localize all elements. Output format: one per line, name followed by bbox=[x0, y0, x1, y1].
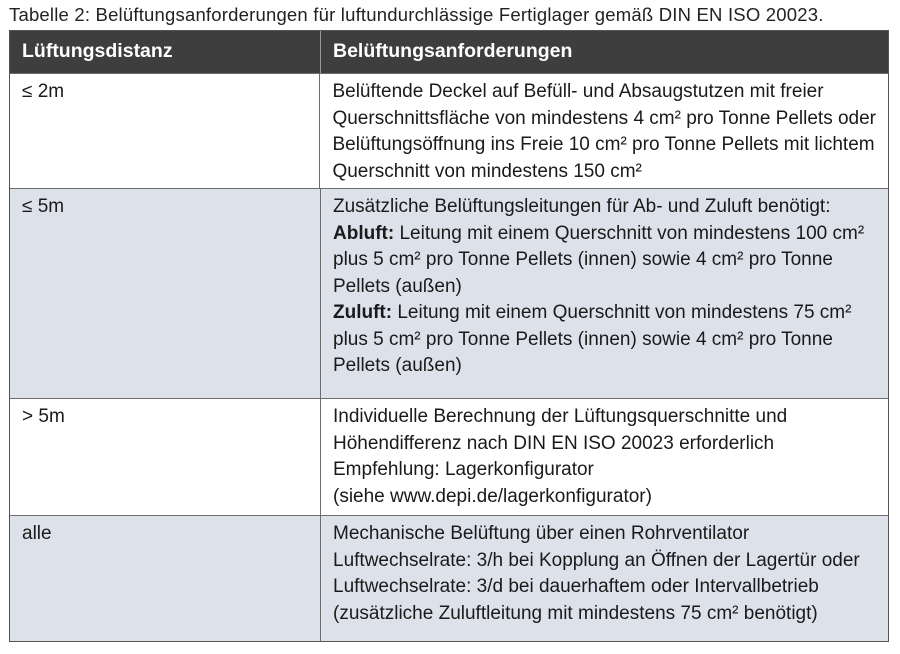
zuluft-line: plus 5 cm² pro Tonne Pellets (innen) sowie 4 cm² pro Tonne bbox=[333, 328, 833, 350]
distance-cell: alle bbox=[10, 516, 321, 641]
requirement-line: Empfehlung: Lagerkonfigurator bbox=[333, 459, 594, 480]
requirement-line: (zusätzliche Zuluftleitung mit mindestens 75 cm² benötigt) bbox=[333, 602, 818, 624]
table-caption: Tabelle 2: Belüftungsanforderungen für luftundurchlässige Fertiglager gemäß DIN EN ISO 20023. bbox=[9, 4, 824, 25]
requirement-line: Luftwechselrate: 3/h bei Kopplung an Öffnen der Lagertür oder bbox=[333, 549, 860, 571]
requirements-cell bbox=[320, 74, 888, 188]
requirement-line: Luftwechselrate: 3/d bei dauerhaftem oder Intervallbetrieb bbox=[333, 576, 819, 597]
ventilation-table bbox=[9, 30, 889, 642]
abluft-label: Abluft: bbox=[333, 222, 395, 244]
requirement-line: Belüftende Deckel auf Befüll- und Absaugstutzen mit freier bbox=[332, 81, 824, 102]
zuluft-text: Leitung mit einem Querschnitt von mindestens 75 cm² bbox=[392, 302, 852, 323]
table-row bbox=[10, 516, 888, 641]
header-ventilation-requirements: Belüftungsanforderungen bbox=[333, 40, 573, 62]
table-header-row bbox=[10, 31, 888, 74]
requirement-intro: Zusätzliche Belüftungsleitungen für Ab- und Zuluft benötigt: bbox=[333, 196, 831, 217]
abluft-line: plus 5 cm² pro Tonne Pellets (innen) sowie 4 cm² pro Tonne bbox=[333, 249, 833, 270]
abluft-line bbox=[333, 221, 876, 248]
requirement-line: (siehe www.depi.de/lagerkonfigurator) bbox=[333, 485, 652, 507]
requirement-line: Mechanische Belüftung über einen Rohrventilator bbox=[333, 523, 750, 544]
requirement-line: Querschnitt von mindestens 150 cm² bbox=[332, 160, 642, 182]
requirement-line: Querschnittsfläche von mindestens 4 cm² pro Tonne Pellets oder bbox=[332, 107, 876, 129]
distance-cell: > 5m bbox=[10, 399, 321, 515]
distance-cell: ≤ 2m bbox=[10, 74, 320, 188]
requirement-line: Individuelle Berechnung der Lüftungsquerschnitte und bbox=[333, 406, 788, 427]
abluft-line: Pellets (außen) bbox=[333, 275, 462, 297]
distance-cell: ≤ 5m bbox=[10, 189, 321, 398]
requirements-cell bbox=[321, 516, 888, 641]
requirements-cell bbox=[321, 399, 888, 515]
zuluft-line: Pellets (außen) bbox=[333, 355, 462, 376]
table-row bbox=[10, 74, 888, 189]
table-row bbox=[10, 189, 888, 399]
requirement-line: Belüftungsöffnung ins Freie 10 cm² pro Tonne Pellets mit lichtem bbox=[332, 134, 875, 155]
requirements-cell bbox=[321, 189, 888, 398]
abluft-text: Leitung mit einem Querschnitt von mindestens 100 cm² bbox=[394, 222, 865, 244]
requirement-line: Höhendifferenz nach DIN EN ISO 20023 erforderlich bbox=[333, 432, 775, 454]
zuluft-line bbox=[333, 300, 876, 327]
table-row bbox=[10, 399, 888, 516]
zuluft-label: Zuluft: bbox=[333, 302, 393, 323]
header-ventilation-distance: Lüftungsdistanz bbox=[10, 31, 321, 73]
